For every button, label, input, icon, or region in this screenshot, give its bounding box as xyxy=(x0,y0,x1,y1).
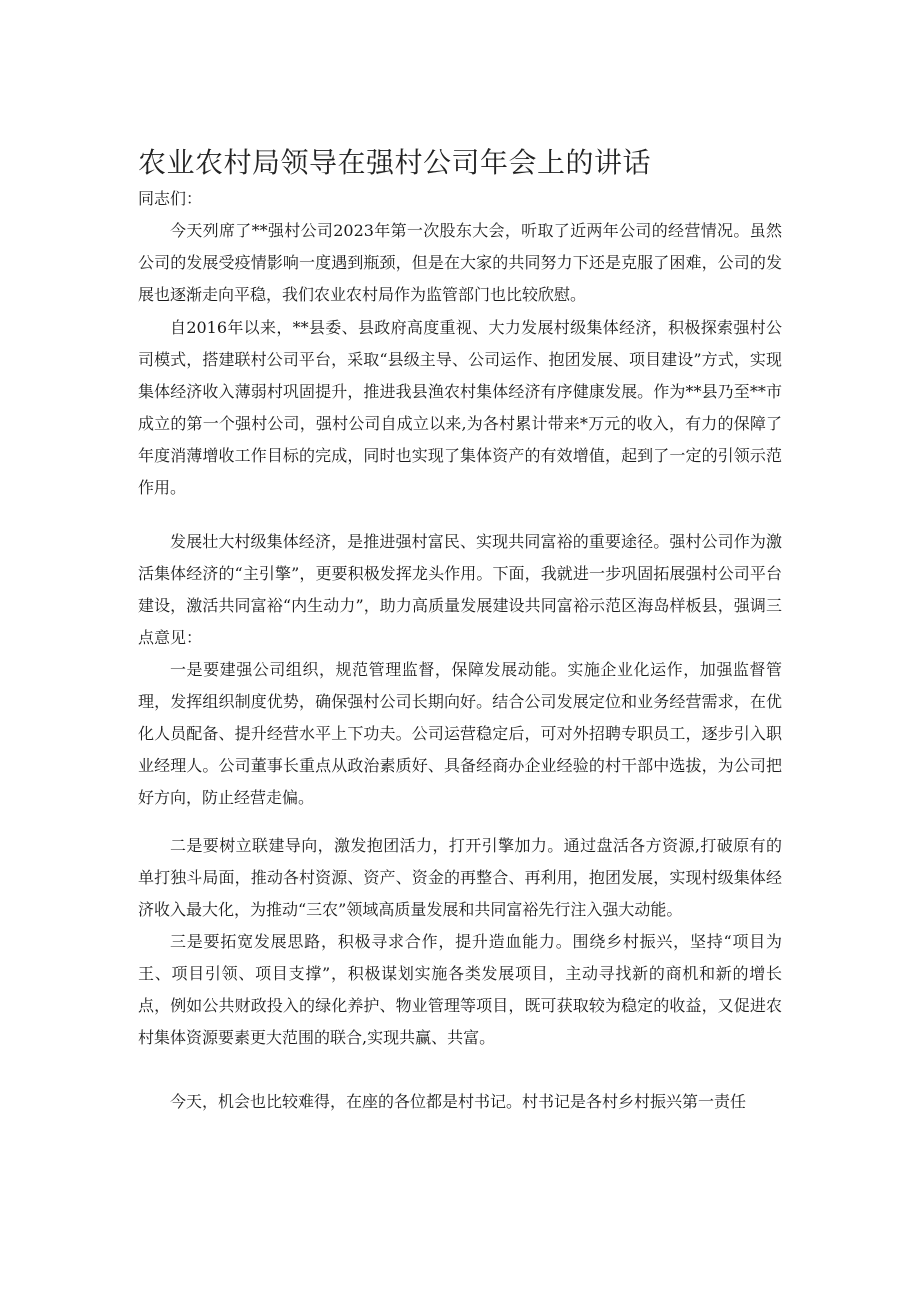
paragraph: 今天，机会也比较难得，在座的各位都是村书记。村书记是各村乡村振兴第一责任 xyxy=(170,1092,747,1111)
paragraph: 发展壮大村级集体经济，是推进强村富民、实现共同富裕的重要途径。强村公司作为激活集体经济的“主引擎”，更要积极发挥龙头作用。下面，我就进一步巩固拓展强村公司平台建设，激活共同富裕“内生动力”，助力高质量发展建设共同富裕示范区海岛样板县，强调三点意见： xyxy=(138,532,782,647)
greeting: 同志们： xyxy=(138,189,203,208)
paragraph: 二是要树立联建导向，激发抱团活力，打开引擎加力。通过盘活各方资源,打破原有的单打独斗局面，推动各村资源、资产、资金的再整合、再利用，抱团发展，实现村级集体经济收入最大化，为推动“三农”领域高质量发展和共同富裕先行注入强大动能。 xyxy=(138,836,782,919)
paragraph-block xyxy=(138,1086,782,1118)
paragraph: 自2016年以来，**县委、县政府高度重视、大力发展村级集体经济，积极探索强村公司模式，搭建联村公司平台，采取“县级主导、公司运作、抱团发展、项目建设”方式，实现集体经济收入薄弱村巩固提升，推进我县渔农村集体经济有序健康发展。作为**县乃至**市成立的第一个强村公司，强村公司自成立以来,为各村累计带来*万元的收入，有力的保障了年度消薄增收工作目标的完成，同时也实现了集体资产的有效增值，起到了一定的引领示范作用。 xyxy=(138,318,782,497)
paragraph: 三是要拓宽发展思路，积极寻求合作，提升造血能力。围绕乡村振兴，坚持“项目为王、项目引领、项目支撑”，积极谋划实施各类发展项目，主动寻找新的商机和新的增长点，例如公共财政投入的绿化养护、物业管理等项目，既可获取较为稳定的收益，又促进农村集体资源要素更大范围的联合,实现共赢、共富。 xyxy=(138,932,782,1047)
paragraph-block xyxy=(138,654,782,814)
paragraph-block xyxy=(138,312,782,504)
document-title: 农业农村局领导在强村公司年会上的讲话 xyxy=(138,145,652,179)
paragraph-block xyxy=(138,830,782,926)
paragraph-block xyxy=(138,215,782,311)
paragraph-block xyxy=(138,526,782,654)
paragraph: 今天列席了**强村公司2023年第一次股东大会，听取了近两年公司的经营情况。虽然公司的发展受疫情影响一度遇到瓶颈，但是在大家的共同努力下还是克服了困难，公司的发展也逐渐走向平稳，我们农业农村局作为监管部门也比较欣慰。 xyxy=(138,221,782,304)
paragraph: 一是要建强公司组织，规范管理监督，保障发展动能。实施企业化运作，加强监督管理，发挥组织制度优势，确保强村公司长期向好。结合公司发展定位和业务经营需求，在优化人员配备、提升经营水平上下功夫。公司运营稳定后，可对外招聘专职员工，逐步引入职业经理人。公司董事长重点从政治素质好、具备经商办企业经验的村干部中选拔，为公司把好方向，防止经营走偏。 xyxy=(138,660,782,807)
paragraph-block xyxy=(138,926,782,1054)
